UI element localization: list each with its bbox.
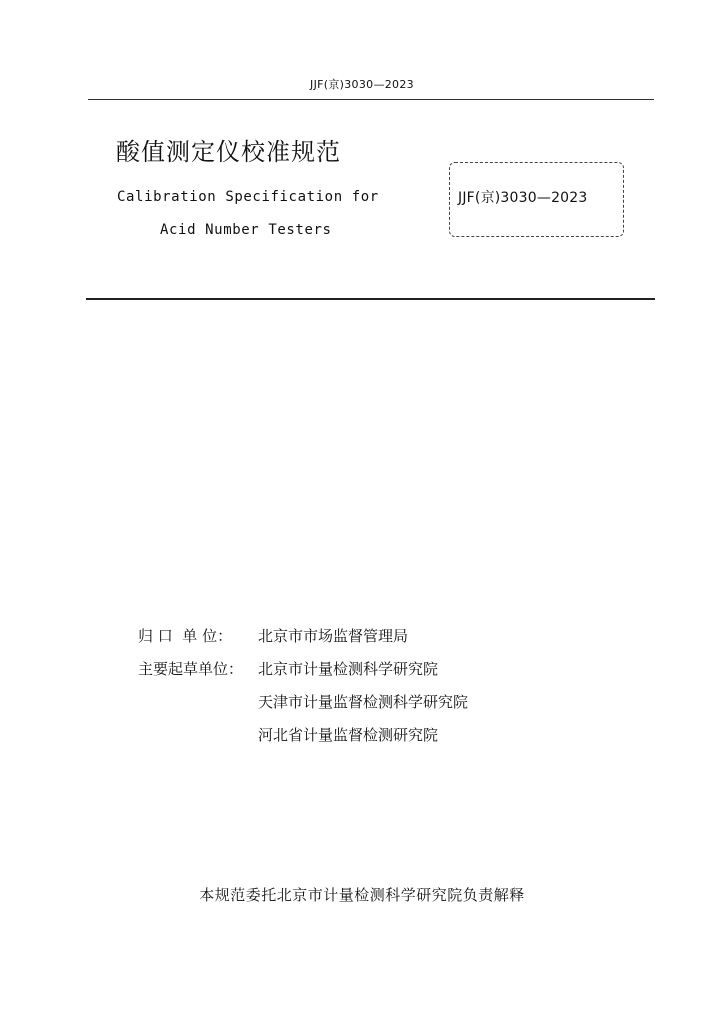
- responsible-unit-label: 归 口 单 位：: [138, 627, 233, 645]
- spec-code-box-text: JJF(京)3030—2023: [458, 190, 588, 206]
- drafting-unit-label: 主要起草单位：: [138, 660, 244, 678]
- title-divider: [86, 298, 655, 300]
- header-divider: [88, 99, 654, 100]
- spec-code-box: [449, 162, 624, 237]
- drafting-unit-2: 天津市计量监督检测科学研究院: [258, 693, 469, 711]
- interpretation-note: 本规范委托北京市计量检测科学研究院负责解释: [199, 886, 525, 904]
- document-title-english-line1: Calibration Specification for: [117, 189, 379, 205]
- drafting-unit-row: [138, 653, 439, 686]
- responsible-unit-value: 北京市市场监督管理局: [258, 627, 409, 645]
- drafting-unit-1: 北京市计量检测科学研究院: [258, 660, 439, 678]
- document-title-chinese: 酸值测定仪校准规范: [116, 138, 341, 166]
- responsible-unit-row: [138, 620, 409, 653]
- document-title-english-line2: Acid Number Testers: [160, 222, 332, 238]
- organization-block: [138, 620, 469, 752]
- drafting-unit-3: 河北省计量监督检测研究院: [258, 726, 439, 744]
- header-spec-code: JJF(京)3030—2023: [310, 78, 414, 91]
- drafting-unit-row: [138, 686, 469, 719]
- drafting-unit-row: [138, 719, 439, 752]
